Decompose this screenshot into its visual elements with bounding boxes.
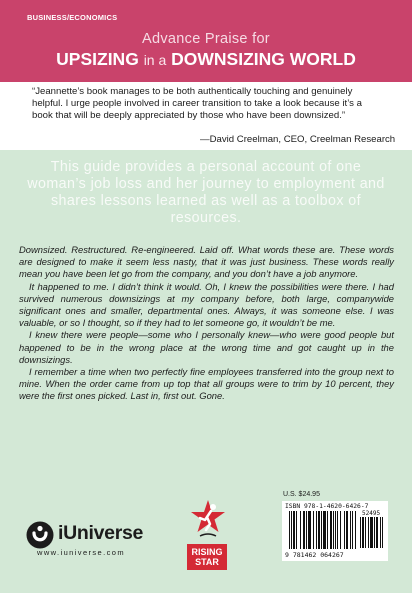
excerpt-paragraph: I remember a time when two perfectly fine employees transferred into the group next to mine. When the order came from up top that all groups were to trim by 10 percent, they were the first ones picked. Last in, first out. Gone. (19, 366, 394, 402)
addon-barcode (360, 517, 386, 550)
excerpt-paragraph: It happened to me. I didn’t think it would. Oh, I knew the possibilities were there. I had survived numerous downsizings at my company before, both large, companywide significant ones and smaller, departmental ones. Always, it was someone else. I was valuable, or so I thought, so if they had to let someone go, it wouldn’t be me. (19, 280, 394, 329)
price-label: U.S. $24.95 (283, 491, 320, 498)
excerpt-paragraph: I knew there were people—some who I personally knew—who were good people but happened to be in the wrong place at the wrong time and got caught up in the downsizings. (19, 329, 394, 365)
title-upsizing: UPSIZING (56, 49, 139, 69)
praise-attribution: —David Creelman, CEO, Creelman Research (200, 134, 396, 145)
title-in-a: in a (143, 52, 167, 68)
publisher-name: iUniverse (58, 522, 144, 544)
title-downsizing-world: DOWNSIZING WORLD (171, 49, 356, 69)
rising-star-badge (187, 544, 227, 570)
publisher-url: www.iuniverse.com (37, 548, 125, 557)
isbn-text: ISBN 978-1-4620-6426-7 (285, 503, 369, 510)
barcode-addon-digits: 52495 (362, 510, 381, 517)
badge-line-star: STAR (195, 557, 219, 567)
badge-line-rising: RISING (191, 547, 223, 557)
ean-barcode (289, 511, 357, 551)
barcode-digits: 9 781462 064267 (285, 551, 344, 559)
praise-quote: “Jeannette’s book manages to be both authentically touching and genuinely helpful. I urge people involved in career transition to take a look because it’s a book that will be deeply appreciated by those who have been downsized.” (32, 86, 362, 122)
book-summary: This guide provides a personal account of one woman’s job loss and her journey to employment and shares lessons learned as well as a toolbox of resources. (27, 159, 385, 226)
iuniverse-logo-icon (25, 520, 55, 550)
advance-praise-heading: Advance Praise for (142, 31, 270, 47)
excerpt-paragraph: Downsized. Restructured. Re-engineered. Laid off. What words these are. These words are designed to make it seem less nasty, that it was just business. These words really mean you have been let go from the company, and you don’t have a job anymore. (19, 244, 394, 280)
category-label: BUSINESS/ECONOMICS (27, 13, 118, 22)
rising-star-icon (188, 498, 228, 546)
book-title (0, 49, 412, 70)
book-excerpt (19, 244, 394, 403)
